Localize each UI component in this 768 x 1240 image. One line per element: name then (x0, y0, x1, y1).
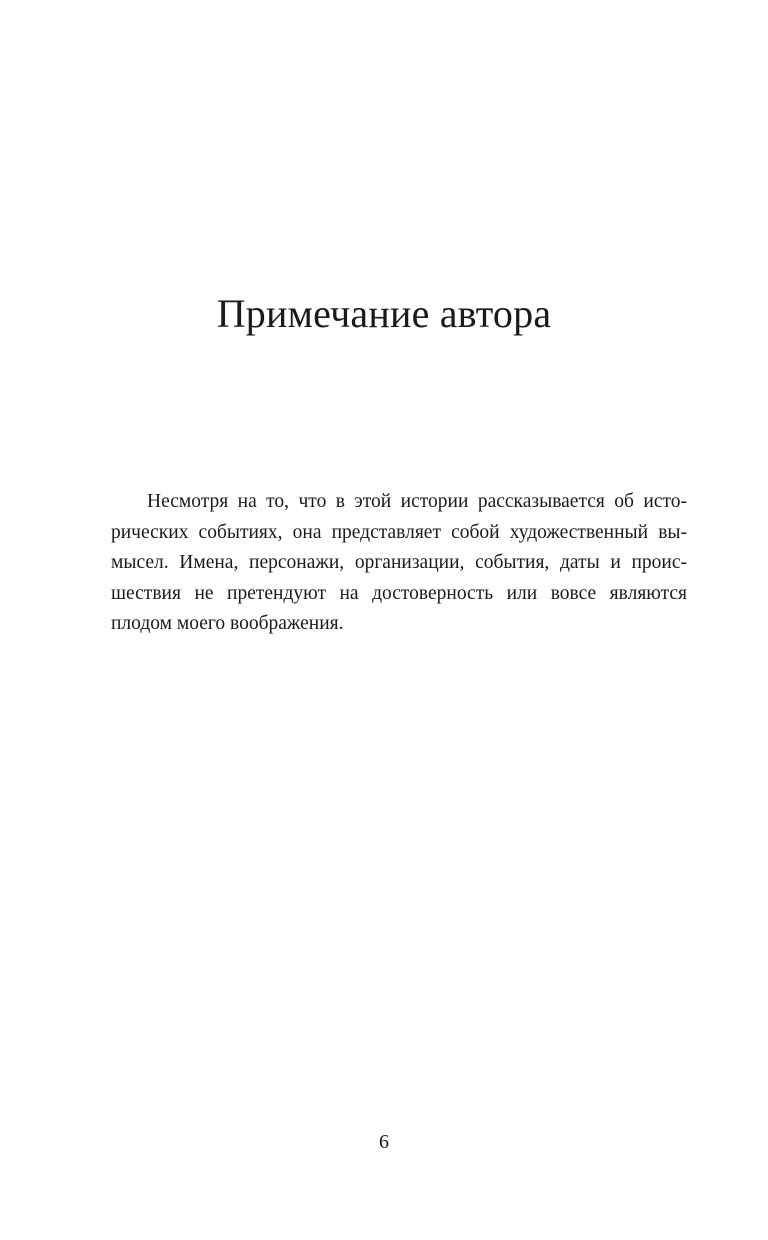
page-number: 6 (379, 1131, 389, 1153)
paragraph-line: мысел. Имена, персонажи, организации, события, даты и проис- (111, 552, 687, 573)
paragraph-line: плодом моего воображения. (111, 613, 344, 634)
paragraph-line: рических событиях, она представляет собой художественный вы- (111, 521, 687, 543)
author-note-paragraph (111, 487, 687, 640)
paragraph-line: шествия не претендуют на достоверность или вовсе являются (111, 582, 687, 604)
page-title: Примечание автора (216, 291, 552, 336)
paragraph-line: Несмотря на то, что в этой истории рассказывается об исто- (147, 491, 687, 512)
